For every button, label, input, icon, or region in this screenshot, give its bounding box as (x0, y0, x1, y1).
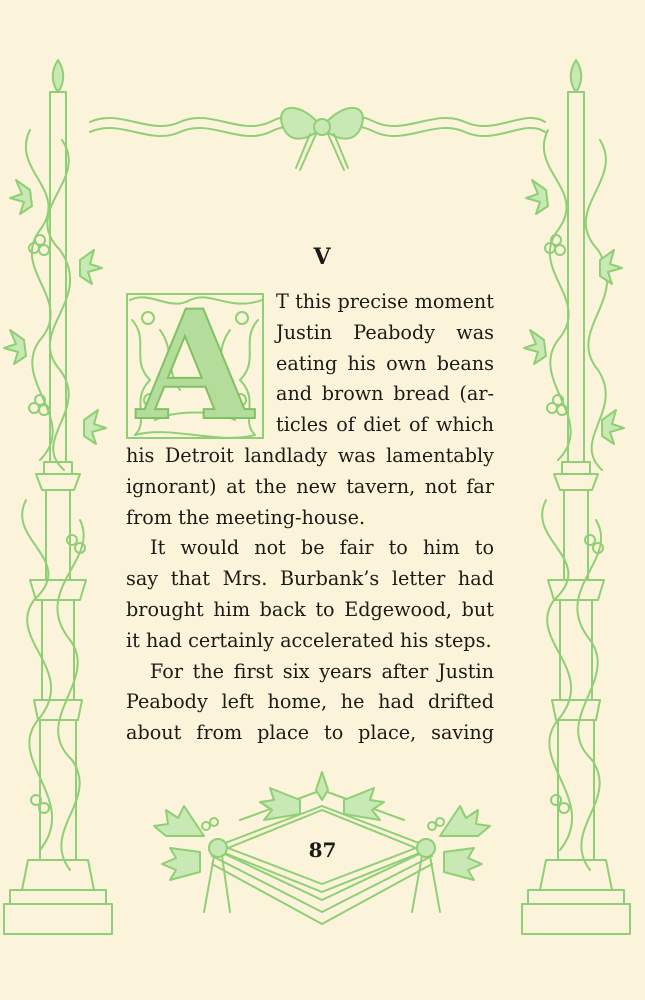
text-line: and brown bread (ar- (276, 382, 494, 406)
left-candle-ornament (4, 60, 112, 934)
text-line: it had certainly accelerated his steps. (126, 628, 492, 652)
paragraph (126, 533, 494, 656)
text-line: brought him back to Edgewood, but (126, 597, 494, 621)
paragraph (126, 657, 494, 749)
text-line: say that Mrs. Burbank’s letter had (126, 567, 494, 591)
text-line: about from place to place, saving (126, 721, 494, 745)
text-line: ticles of diet of which (276, 413, 494, 437)
text-line: T this precise moment (276, 290, 494, 313)
text-line: For the first six years after Justin (150, 659, 494, 683)
top-ribbon-ornament (90, 108, 545, 170)
chapter-heading: V (313, 244, 332, 270)
text-line: Justin Peabody was (276, 320, 494, 344)
text-line: Peabody left home, he had drifted (126, 690, 494, 714)
paragraph (126, 278, 494, 533)
text-line: eating his own beans (276, 351, 494, 375)
text-line: ignorant) at the new tavern, not far (126, 474, 494, 498)
right-candle-ornament (522, 60, 630, 934)
text-line: It would not be fair to him to (150, 536, 494, 560)
text-line: from the meeting-house. (126, 505, 366, 529)
page-number: 87 (308, 838, 337, 862)
drop-cap-letter: A (136, 278, 254, 454)
text-line: his Detroit landlady was lamentably (126, 443, 494, 467)
body-text (126, 278, 494, 749)
